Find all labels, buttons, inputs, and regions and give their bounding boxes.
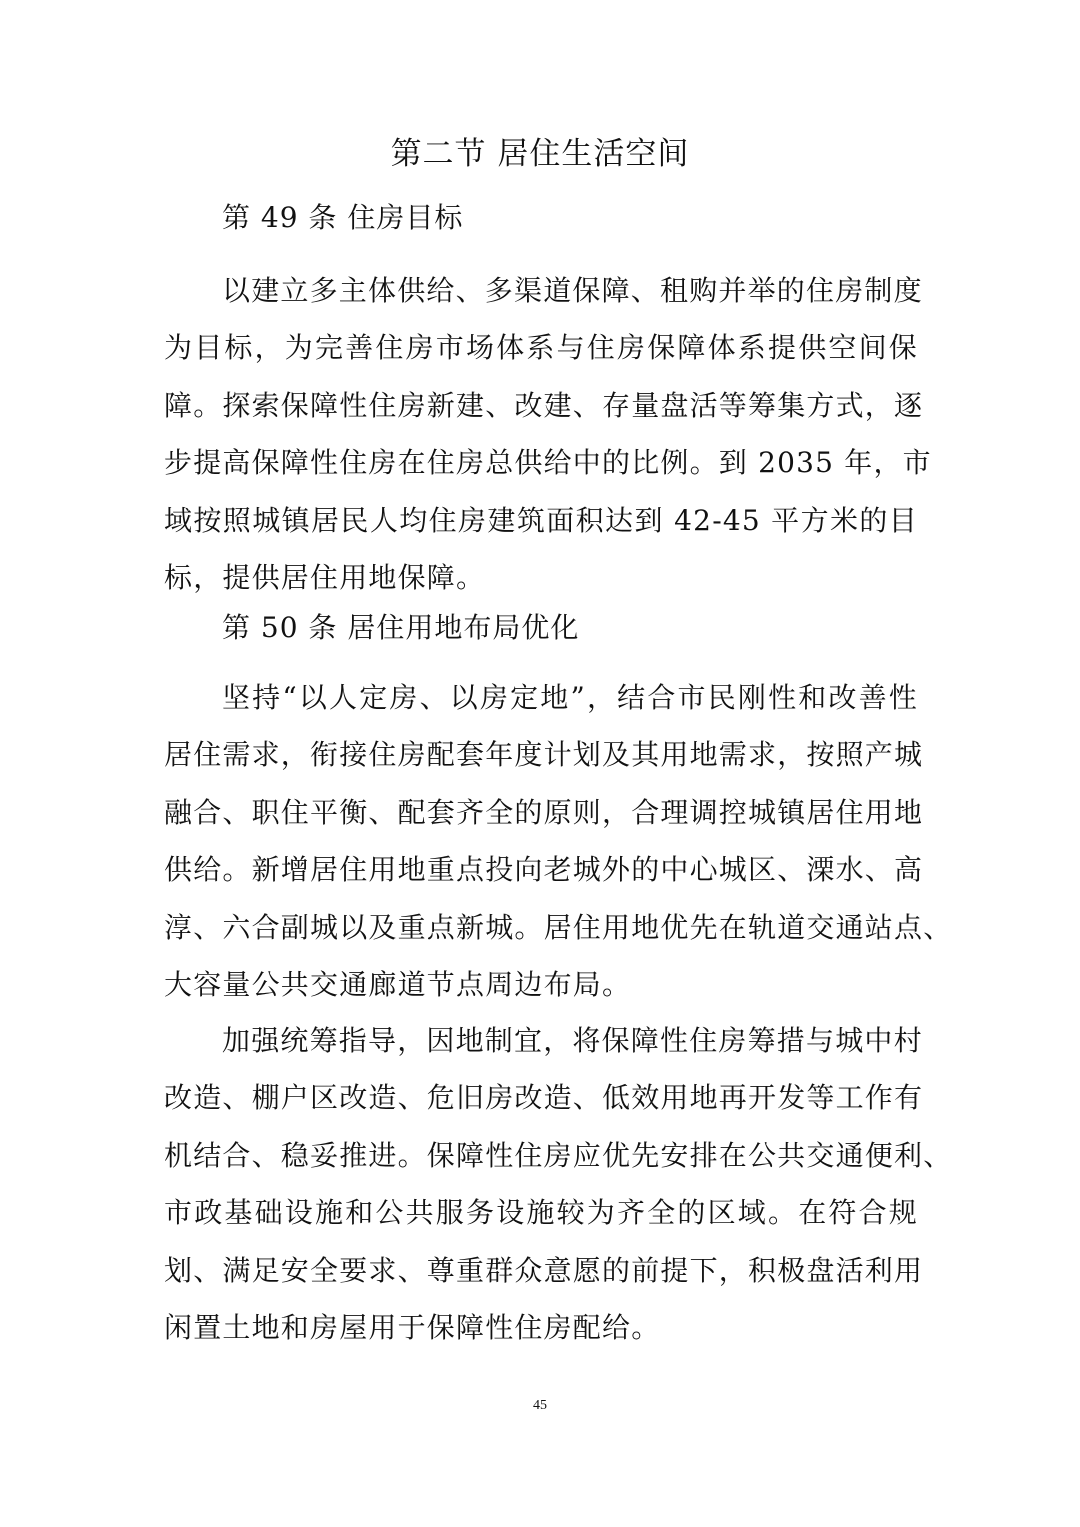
paragraph-line: 域按照城镇居民人均住房建筑面积达到 42-45 平方米的目 bbox=[164, 503, 918, 537]
paragraph-line: 障。探索保障性住房新建、改建、存量盘活等筹集方式，逐 bbox=[164, 388, 924, 422]
paragraph-line: 淳、六合副城以及重点新城。居住用地优先在轨道交通站点、 bbox=[164, 910, 953, 944]
paragraph-line: 划、满足安全要求、尊重群众意愿的前提下，积极盘活利用 bbox=[164, 1253, 924, 1287]
paragraph-line: 加强统筹指导，因地制宜，将保障性住房筹措与城中村 bbox=[222, 1024, 923, 1057]
page-number: 45 bbox=[533, 1398, 547, 1413]
article-50-paragraph-2 bbox=[164, 1012, 953, 1356]
paragraph-line: 市政基础设施和公共服务设施较为齐全的区域。在符合规 bbox=[164, 1196, 918, 1230]
paragraph-line: 居住需求，衔接住房配套年度计划及其用地需求，按照产城 bbox=[164, 738, 924, 772]
paragraph-line: 机结合、稳妥推进。保障性住房应优先安排在公共交通便利、 bbox=[164, 1138, 953, 1172]
paragraph-line: 标，提供居住用地保障。 bbox=[164, 560, 486, 594]
paragraph-line: 供给。新增居住用地重点投向老城外的中心城区、溧水、高 bbox=[164, 853, 924, 887]
paragraph-line: 以建立多主体供给、多渠道保障、租购并举的住房制度 bbox=[222, 274, 923, 307]
paragraph-line: 融合、职住平衡、配套齐全的原则，合理调控城镇居住用地 bbox=[164, 795, 924, 829]
paragraph-line: 步提高保障性住房在住房总供给中的比例。到 2035 年，市 bbox=[164, 446, 932, 480]
article-49-paragraph-1 bbox=[164, 262, 932, 606]
paragraph-line: 为目标，为完善住房市场体系与住房保障体系提供空间保 bbox=[164, 331, 918, 365]
article-49-heading: 第 49 条 住房目标 bbox=[222, 201, 464, 234]
paragraph-line: 改造、棚户区改造、危旧房改造、低效用地再开发等工作有 bbox=[164, 1081, 924, 1115]
article-50-paragraph-1 bbox=[164, 669, 953, 1013]
paragraph-line: 大容量公共交通廊道节点周边布局。 bbox=[164, 967, 632, 1001]
paragraph-line: 坚持“以人定房、以房定地”，结合市民刚性和改善性 bbox=[222, 681, 918, 714]
article-50-heading: 第 50 条 居住用地布局优化 bbox=[222, 611, 580, 644]
paragraph-line: 闲置土地和房屋用于保障性住房配给。 bbox=[164, 1310, 661, 1344]
section-title: 第二节 居住生活空间 bbox=[390, 136, 690, 172]
